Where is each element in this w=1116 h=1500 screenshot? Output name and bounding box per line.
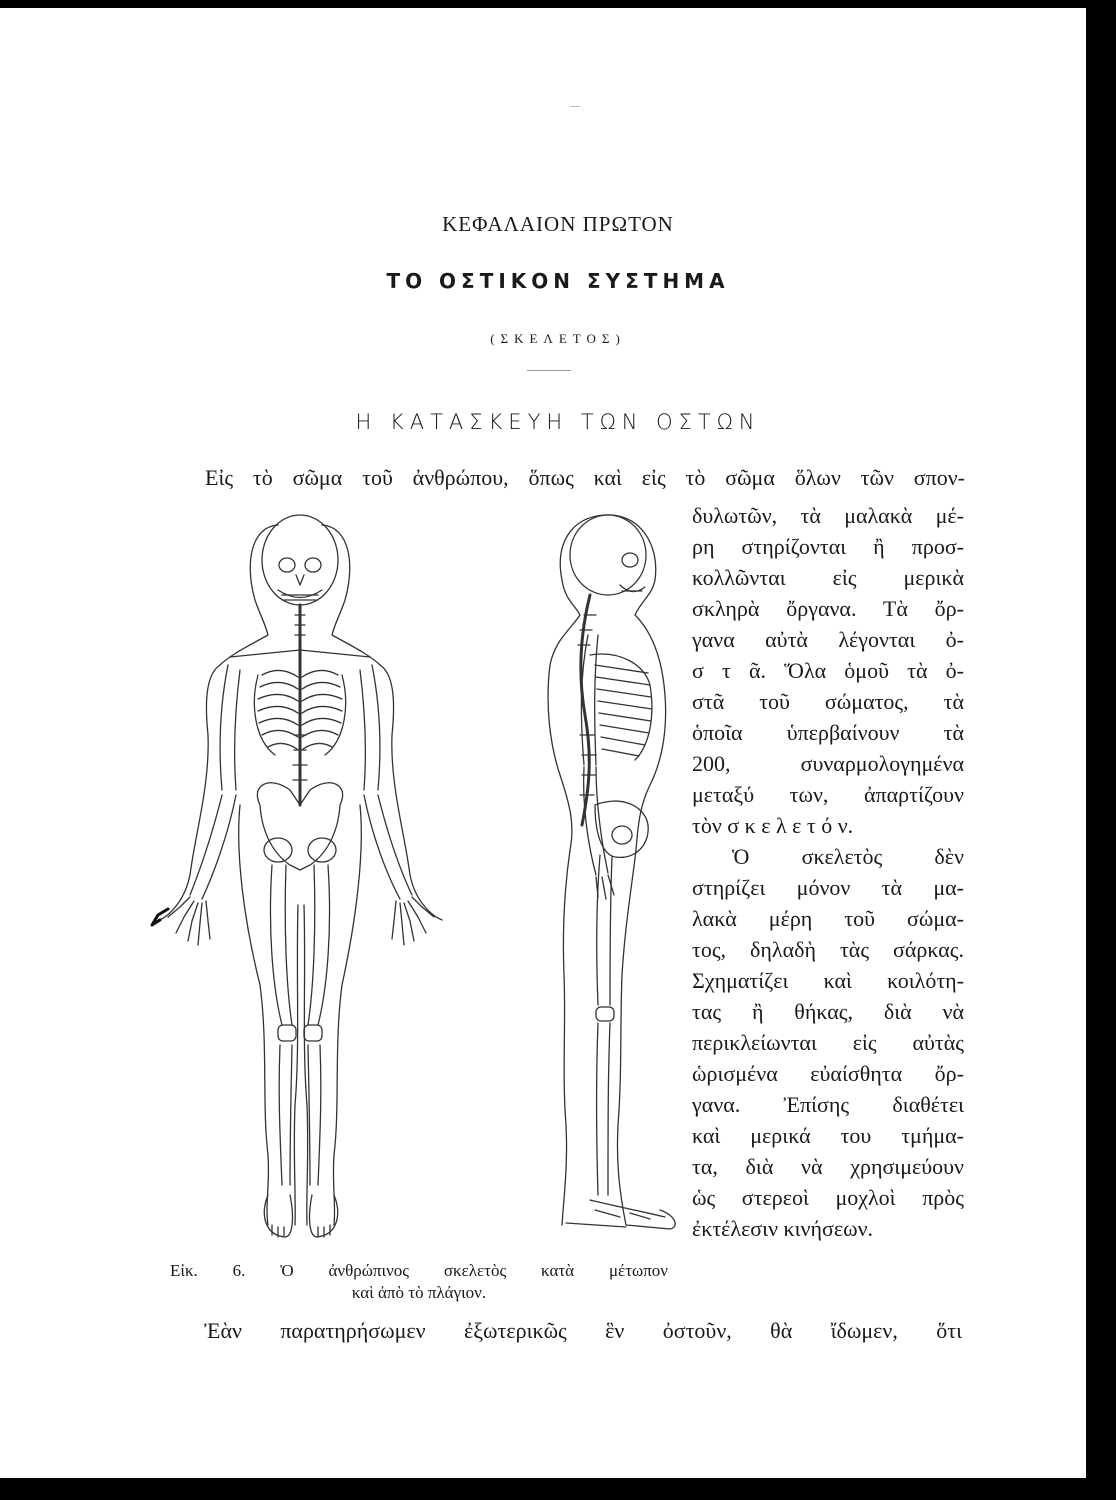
column-line: ρη στηρίζονται ἢ προσ- [692, 534, 964, 559]
column-line: γανα. Ἐπίσης διαθέτει [692, 1092, 964, 1117]
column-line: περικλείωνται εἰς αὐτὰς [692, 1030, 964, 1055]
column-line: κολλῶνται εἰς μερικὰ [692, 565, 964, 590]
column-line: τὸν σ κ ε λ ε τ ό ν. [692, 813, 854, 838]
column-line: τας ἢ θήκας, διὰ νὰ [692, 999, 964, 1024]
column-line: σκληρὰ ὄργανα. Τὰ ὄρ- [692, 596, 964, 621]
divider [527, 370, 571, 371]
page-mark [570, 106, 580, 107]
chapter-heading: ΚΕΦΑΛΑΙΟΝ ΠΡΩΤΟΝ [442, 212, 674, 236]
column-line: ἐκτέλεσιν κινήσεων. [692, 1216, 874, 1241]
column-line: λακὰ μέρη τοῦ σώμα- [692, 906, 964, 931]
caption-line-1: Εἰκ. 6. Ὁ ἀνθρώπινος σκελετὸς κατὰ μέτωπον [170, 1261, 668, 1280]
section-heading: Η ΚΑΤΑΣΚΕΥΗ ΤΩΝ ΟΣΤΩΝ [355, 410, 761, 434]
chapter-title: ΤΟ ΟΣΤΙΚΟΝ ΣΥΣΤΗΜΑ [386, 269, 730, 293]
chapter-subtitle: (ΣΚΕΛΕΤΟΣ) [490, 331, 626, 346]
column-line: 200, συναρμολογημένα [692, 751, 964, 776]
column-line: δυλωτῶν, τὰ μαλακὰ μέ- [692, 503, 964, 528]
figure-caption [170, 1260, 670, 1304]
caption-line-2: καὶ ἀπὸ τὸ πλάγιον. [351, 1283, 487, 1302]
skeleton-side-view [548, 515, 675, 1229]
column-line: γανα αὐτὰ λέγονται ὀ- [692, 627, 964, 652]
column-line: ὡρισμένα εὐαίσθητα ὄρ- [692, 1061, 964, 1086]
column-line: τος, δηλαδὴ τὰς σάρκας. [692, 937, 964, 962]
scan-edge-top [0, 0, 1116, 8]
column-line: καὶ μερικά του τμήμα- [692, 1123, 964, 1148]
skeleton-figure [150, 505, 690, 1250]
column-line: σ τ ᾶ. Ὅλα ὁμοῦ τὰ ὀ- [692, 658, 964, 683]
column-line: στᾶ τοῦ σώματος, τὰ [692, 689, 964, 714]
column-line: Ὁ σκελετὸς δὲν [732, 844, 964, 869]
column-line: στηρίζει μόνον τὰ μα- [692, 875, 964, 900]
column-line: ὁποῖα ὑπερβαίνουν τὰ [692, 720, 964, 745]
text-column [692, 500, 964, 1244]
column-line: μεταξύ των, ἀπαρτίζουν [692, 782, 964, 807]
column-line: τα, διὰ νὰ χρησιμεύουν [692, 1154, 964, 1179]
column-line: Σχηματίζει καὶ κοιλότη- [692, 968, 964, 993]
body-bottom-line: Ἐὰν παρατηρήσωμεν ἐξωτερικῶς ἓν ὀστοῦν, θὰ ἴδωμεν, ὅτι [204, 1318, 962, 1343]
skeleton-front-view [152, 515, 442, 1237]
column-line: ὡς στερεοὶ μοχλοὶ πρὸς [692, 1185, 964, 1210]
body-first-line: Εἰς τὸ σῶμα τοῦ ἀνθρώπου, ὅπως καὶ εἰς τὸ σῶμα ὅλων τῶν σπον- [205, 465, 965, 490]
scan-edge-bottom [0, 1478, 1116, 1500]
